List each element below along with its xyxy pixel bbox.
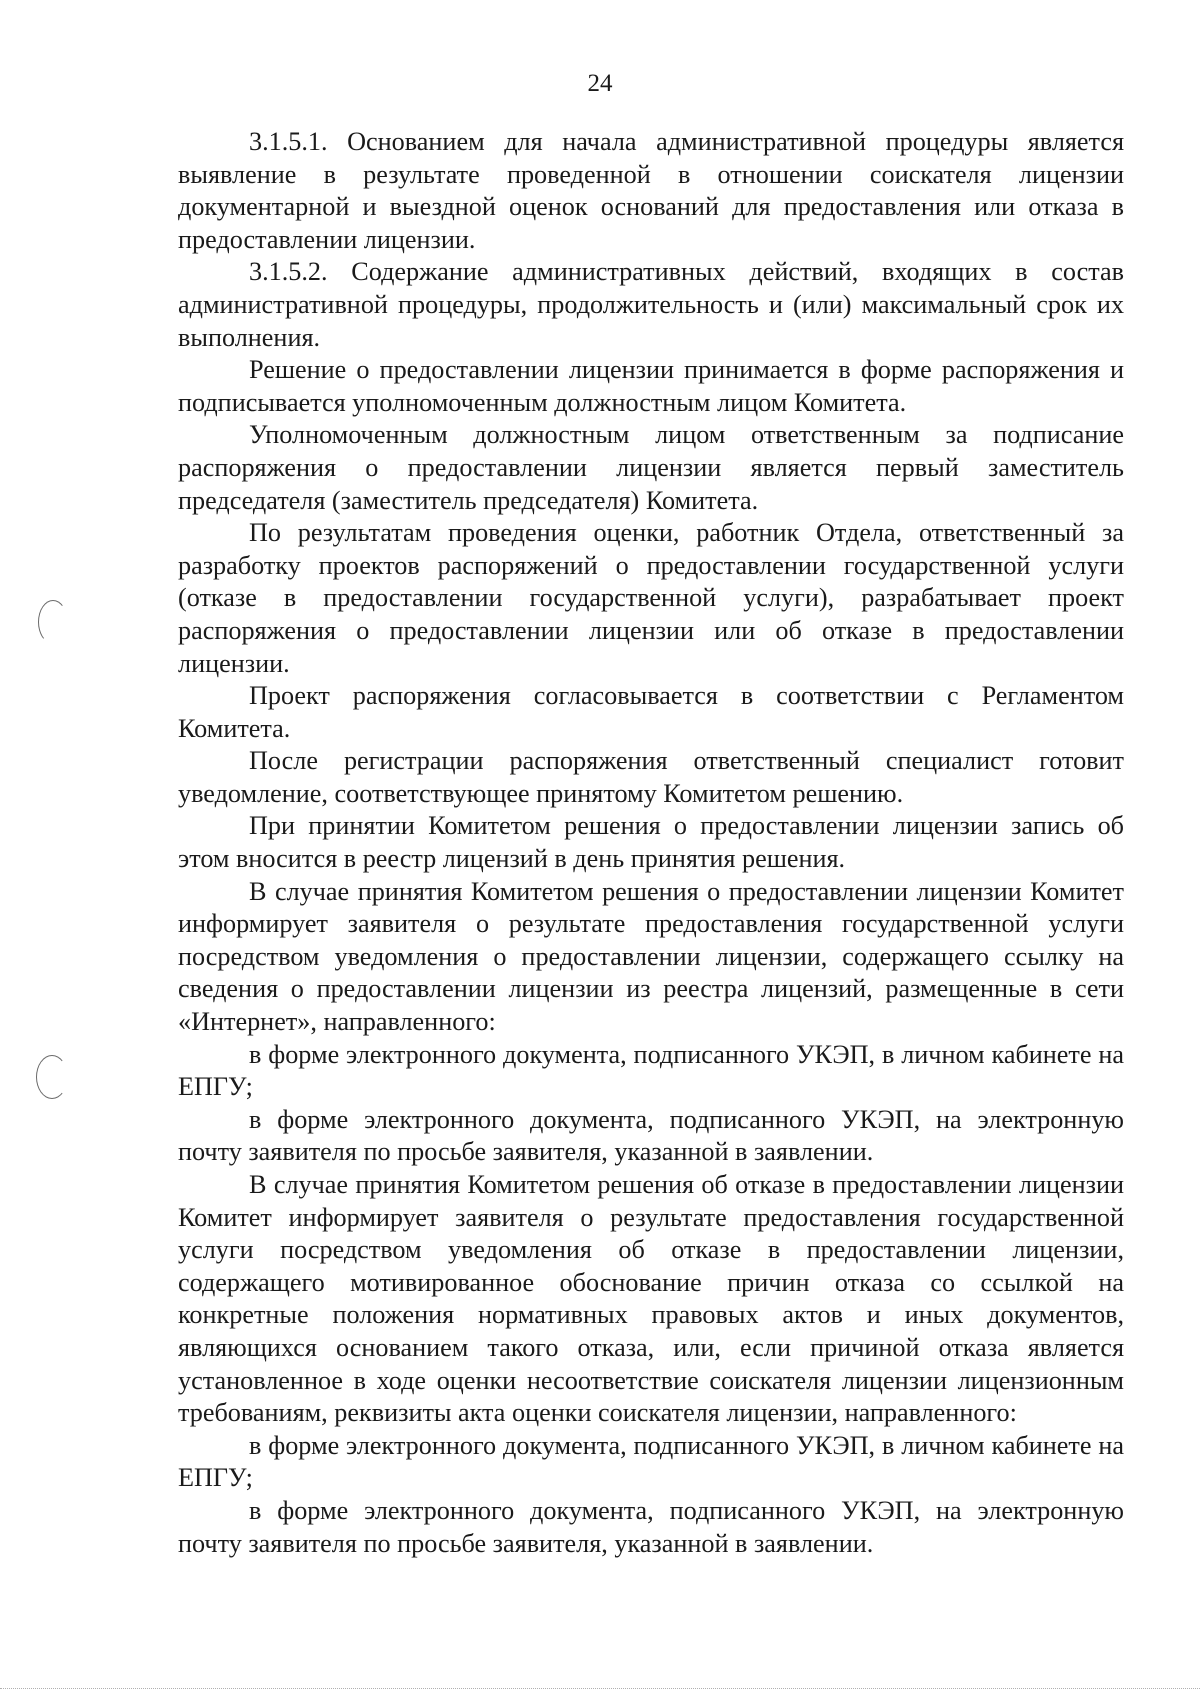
paragraph-decision-form: Решение о предоставлении лицензии принимается в форме распоряжения и подписывается уполномоченным должностным лицом Комитета. [178,355,1124,417]
paragraph-notification-preparation: После регистрации распоряжения ответственный специалист готовит уведомление, соответствующее принятому Комитетом решению. [178,746,1124,808]
paragraph-assessment-results: По результатам проведения оценки, работник Отдела, ответственный за разработку проектов распоряжений о предоставлении государственной услуги (отказе в предоставлении государственной услуги), разрабатывает проект распоряжения о предоставлении лицензии или об отказе в предоставлении лицензии. [178,518,1124,678]
paragraph-draft-approval: Проект распоряжения согласовывается в соответствии с Регламентом Комитета. [178,681,1124,743]
paragraph-authorized-official: Уполномоченным должностным лицом ответственным за подписание распоряжения о предоставлении лицензии является первый заместитель председателя (заместитель председателя) Комитета. [178,420,1124,515]
list-item-email: в форме электронного документа, подписанного УКЭП, на электронную почту заявителя по просьбе заявителя, указанной в заявлении. [178,1104,1124,1167]
paragraph-3-1-5-1: 3.1.5.1. Основанием для начала административной процедуры является выявление в результате проведенной в отношении соискателя лицензии документарной и выездной оценок оснований для предоставления или отказа в предоставлении лицензии. [178,127,1124,254]
binding-hole-mark [36,1055,68,1099]
page-number: 24 [587,70,613,97]
document-body [178,126,1124,1560]
list-item-epgu-cabinet-refusal: в форме электронного документа, подписанного УКЭП, в личном кабинете на ЕПГУ; [178,1430,1124,1493]
paragraph-grant-notification: В случае принятия Комитетом решения о предоставлении лицензии Комитет информирует заявителя о результате предоставления государственной услуги посредством уведомления о предоставлении лицензии, содержащего ссылку на сведения о предоставлении лицензии из реестра лицензий, размещенные в сети «Интернет», направленного: [178,876,1124,1037]
scan-edge-line [0,1688,1200,1689]
list-item-epgu-cabinet: в форме электронного документа, подписанного УКЭП, в личном кабинете на ЕПГУ; [178,1039,1124,1102]
paragraph-3-1-5-2: 3.1.5.2. Содержание административных действий, входящих в состав административной процедуры, продолжительность и (или) максимальный срок их выполнения. [178,257,1124,352]
list-item-email-refusal: в форме электронного документа, подписанного УКЭП, на электронную почту заявителя по просьбе заявителя, указанной в заявлении. [178,1495,1124,1558]
binding-hole-mark [38,600,68,644]
paragraph-registry-entry: При принятии Комитетом решения о предоставлении лицензии запись об этом вносится в реестр лицензий в день принятия решения. [178,811,1124,874]
paragraph-refusal-notification: В случае принятия Комитетом решения об отказе в предоставлении лицензии Комитет информирует заявителя о результате предоставления государственной услуги посредством уведомления об отказе в предоставлении лицензии, содержащего мотивированное обоснование причин отказа со ссылкой на конкретные положения нормативных правовых актов и иных документов, являющихся основанием такого отказа, или, если причиной отказа является установленное в ходе оценки несоответствие соискателя лицензии лицензионным требованиям, реквизиты акта оценки соискателя лицензии, направленного: [178,1170,1124,1428]
